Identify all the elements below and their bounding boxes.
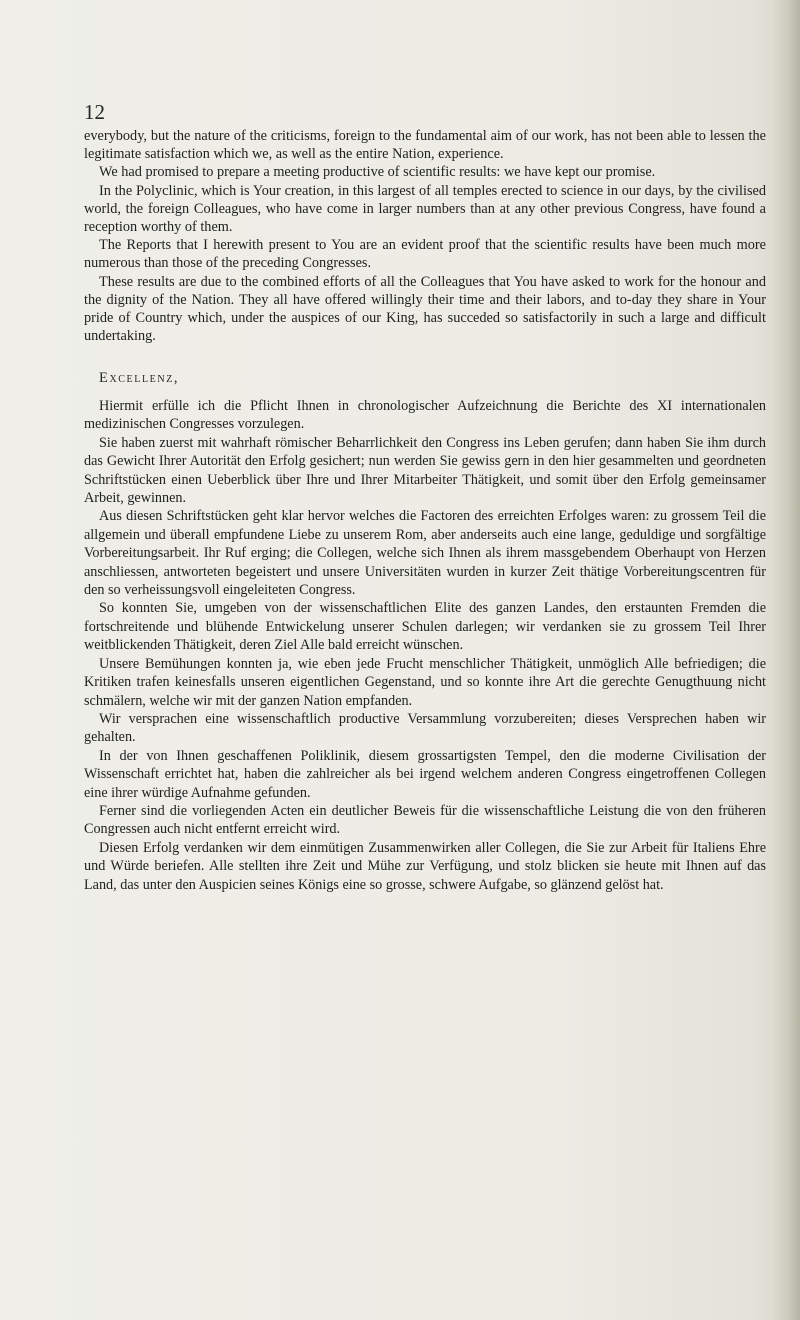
english-paragraph: These results are due to the combined efforts of all the Colleagues that You have asked to work for the honour and the dignity of the Nation. They all have offered willingly their time and their labors, and to-day they share in Your pride of Country which, under the auspices of our King, has succeded so satisfactorily in such a large and difficult undertaking. [84,273,766,345]
german-letter-text [84,397,766,894]
german-paragraph: Sie haben zuerst mit wahrhaft römischer Beharrlichkeit den Congress ins Leben gerufen; dann haben Sie ihm durch das Gewicht Ihrer Autorität den Erfolg gesichert; nun werden Sie gewiss gern in den hier gesammelten und geordneten Schriftstücken einen Ueberblick über Ihre und Ihrer Mitarbeiter Thätigkeit, und somit über den Erfolg gemeinsamer Arbeit, gewinnen. [84,434,766,507]
english-paragraph: The Reports that I herewith present to You are an evident proof that the scientific results have been much more numerous than those of the preceding Congresses. [84,237,766,272]
german-paragraph: In der von Ihnen geschaffenen Poliklinik, diesem grossartigsten Tempel, den die moderne Civilisation der Wissenschaft errichtet hat, haben die zahlreicher als bei irgend welchem anderen Congress eingetroffenen Collegen eine ihrer würdige Aufnahme gefunden. [84,747,766,801]
english-paragraph: everybody, but the nature of the criticisms, foreign to the fundamental aim of our work, has not been able to lessen the legitimate satisfaction which we, as well as the entire Nation, experience. [84,128,766,163]
german-paragraph: So konnten Sie, umgeben von der wissenschaftlichen Elite des ganzen Landes, den erstaunten Fremden die fortschreitende und blühende Entwickelung unserer Schulen darlegen; wir verdanken sie zu grossem Teil Ihrer weitblickenden Thätigkeit, deren Ziel Alle bald erreicht wünschen. [84,600,766,654]
german-paragraph: Hiermit erfülle ich die Pflicht Ihnen in chronologischer Aufzeichnung die Berichte des XI internationalen medizinischen Congresses vorzulegen. [84,398,766,433]
german-paragraph: Aus diesen Schriftstücken geht klar hervor welches die Factoren des erreichten Erfolges waren: zu grossem Teil die allgemein und überall empfundene Liebe zu unserem Rom, aber anderseits auch eine lange, geduldige und sorgfältige Vorbereitungsarbeit. Ihr Ruf erging; die Collegen, welche sich Ihnen als ihrem massgebendem Oberhaupt von Herzen anschliessen, antworteten begeistert und unsere Universitäten wurden in kurzer Zeit thätige Vorbereitungscentren für den so verheissungsvoll eingeleiteten Congress. [84,508,766,599]
german-paragraph: Wir versprachen eine wissenschaftlich productive Versammlung vorzubereiten; dieses Versprechen haben wir gehalten. [84,710,766,746]
german-paragraph: Diesen Erfolg verdanken wir dem einmütigen Zusammenwirken aller Collegen, die Sie zur Arbeit für Italiens Ehre und Würde beriefen. Alle stellten ihre Zeit und Mühe zur Verfügung, und stolz blicken sie heute mit Ihnen auf das Land, das unter den Auspicien seines Königs eine so grosse, schwere Aufgabe, so glänzend gelöst hat. [84,839,766,893]
page-number: 12 [84,100,105,124]
salutation-heading: Excellenz, [99,370,180,386]
english-letter-text [84,127,766,345]
german-paragraph: Ferner sind die vorliegenden Acten ein deutlicher Beweis für die wissenschaftliche Leistung die von den früheren Congressen auch nicht entfernt erreicht wird. [84,802,766,838]
english-paragraph: We had promised to prepare a meeting productive of scientific results: we have kept our promise. [99,164,656,181]
german-paragraph: Unsere Bemühungen konnten ja, wie eben jede Frucht menschlicher Thätigkeit, unmöglich Alle befriedigen; die Kritiken trafen keinesfalls unseren eigentlichen Gegenstand, und so konnte ihre Art die gerechte Genugthuung nicht schmälern, welche wir mit der ganzen Nation empfanden. [84,655,766,709]
page-edge-shadow [772,0,800,1320]
english-paragraph: In the Polyclinic, which is Your creation, in this largest of all temples erected to science in our days, by the civilised world, the foreign Colleagues, who have come in larger numbers than at any other previous Congress, have found a reception worthy of them. [84,182,766,236]
